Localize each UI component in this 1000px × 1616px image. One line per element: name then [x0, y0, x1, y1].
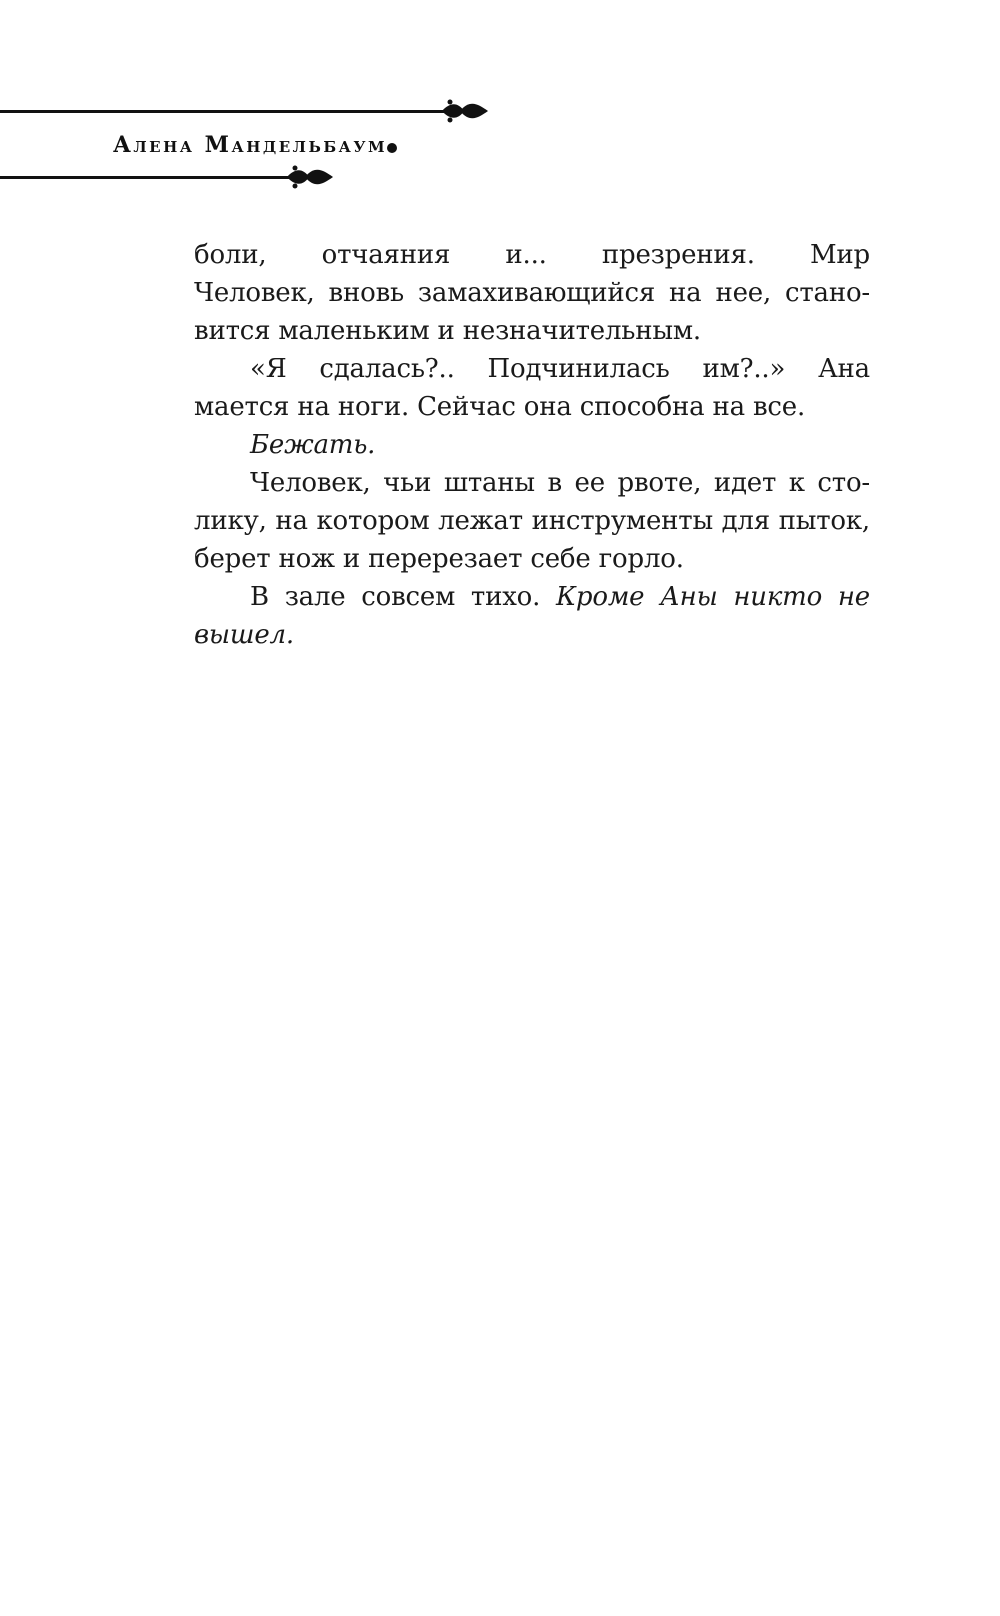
text-line: «Я сдалась?.. Подчинилась им?..» Ана	[250, 354, 870, 384]
text-line: Бежать.	[250, 430, 376, 460]
text-line: мается на ноги. Сейчас она способна на все.	[194, 392, 806, 422]
text-line	[194, 578, 870, 616]
text-run-italic: Кроме Аны никто не	[556, 582, 870, 612]
text-line: боли, отчаяния и... презрения. Мир	[194, 240, 870, 270]
text-line: берет нож и перерезает себе горло.	[194, 544, 684, 574]
running-header	[0, 96, 490, 196]
text-line: вышел.	[194, 620, 294, 650]
text-run: В зале совсем тихо.	[250, 582, 541, 612]
flourish-ornament-icon	[285, 162, 335, 192]
page-body	[194, 236, 870, 654]
text-line: вится маленьким и незначительным.	[194, 316, 701, 346]
header-rule-bottom	[0, 176, 300, 179]
header-rule-top	[0, 110, 455, 113]
text-line: Человек, чьи штаны в ее рвоте, идет к сто-	[250, 468, 870, 498]
text-line: Человек, вновь замахивающийся на нее, стано-	[194, 278, 870, 308]
running-header-author: Алена Мандельбаум	[113, 132, 388, 158]
bullet-icon	[387, 143, 397, 153]
flourish-ornament-icon	[440, 96, 490, 126]
text-line: лику, на котором лежат инструменты для пыток,	[194, 506, 870, 536]
